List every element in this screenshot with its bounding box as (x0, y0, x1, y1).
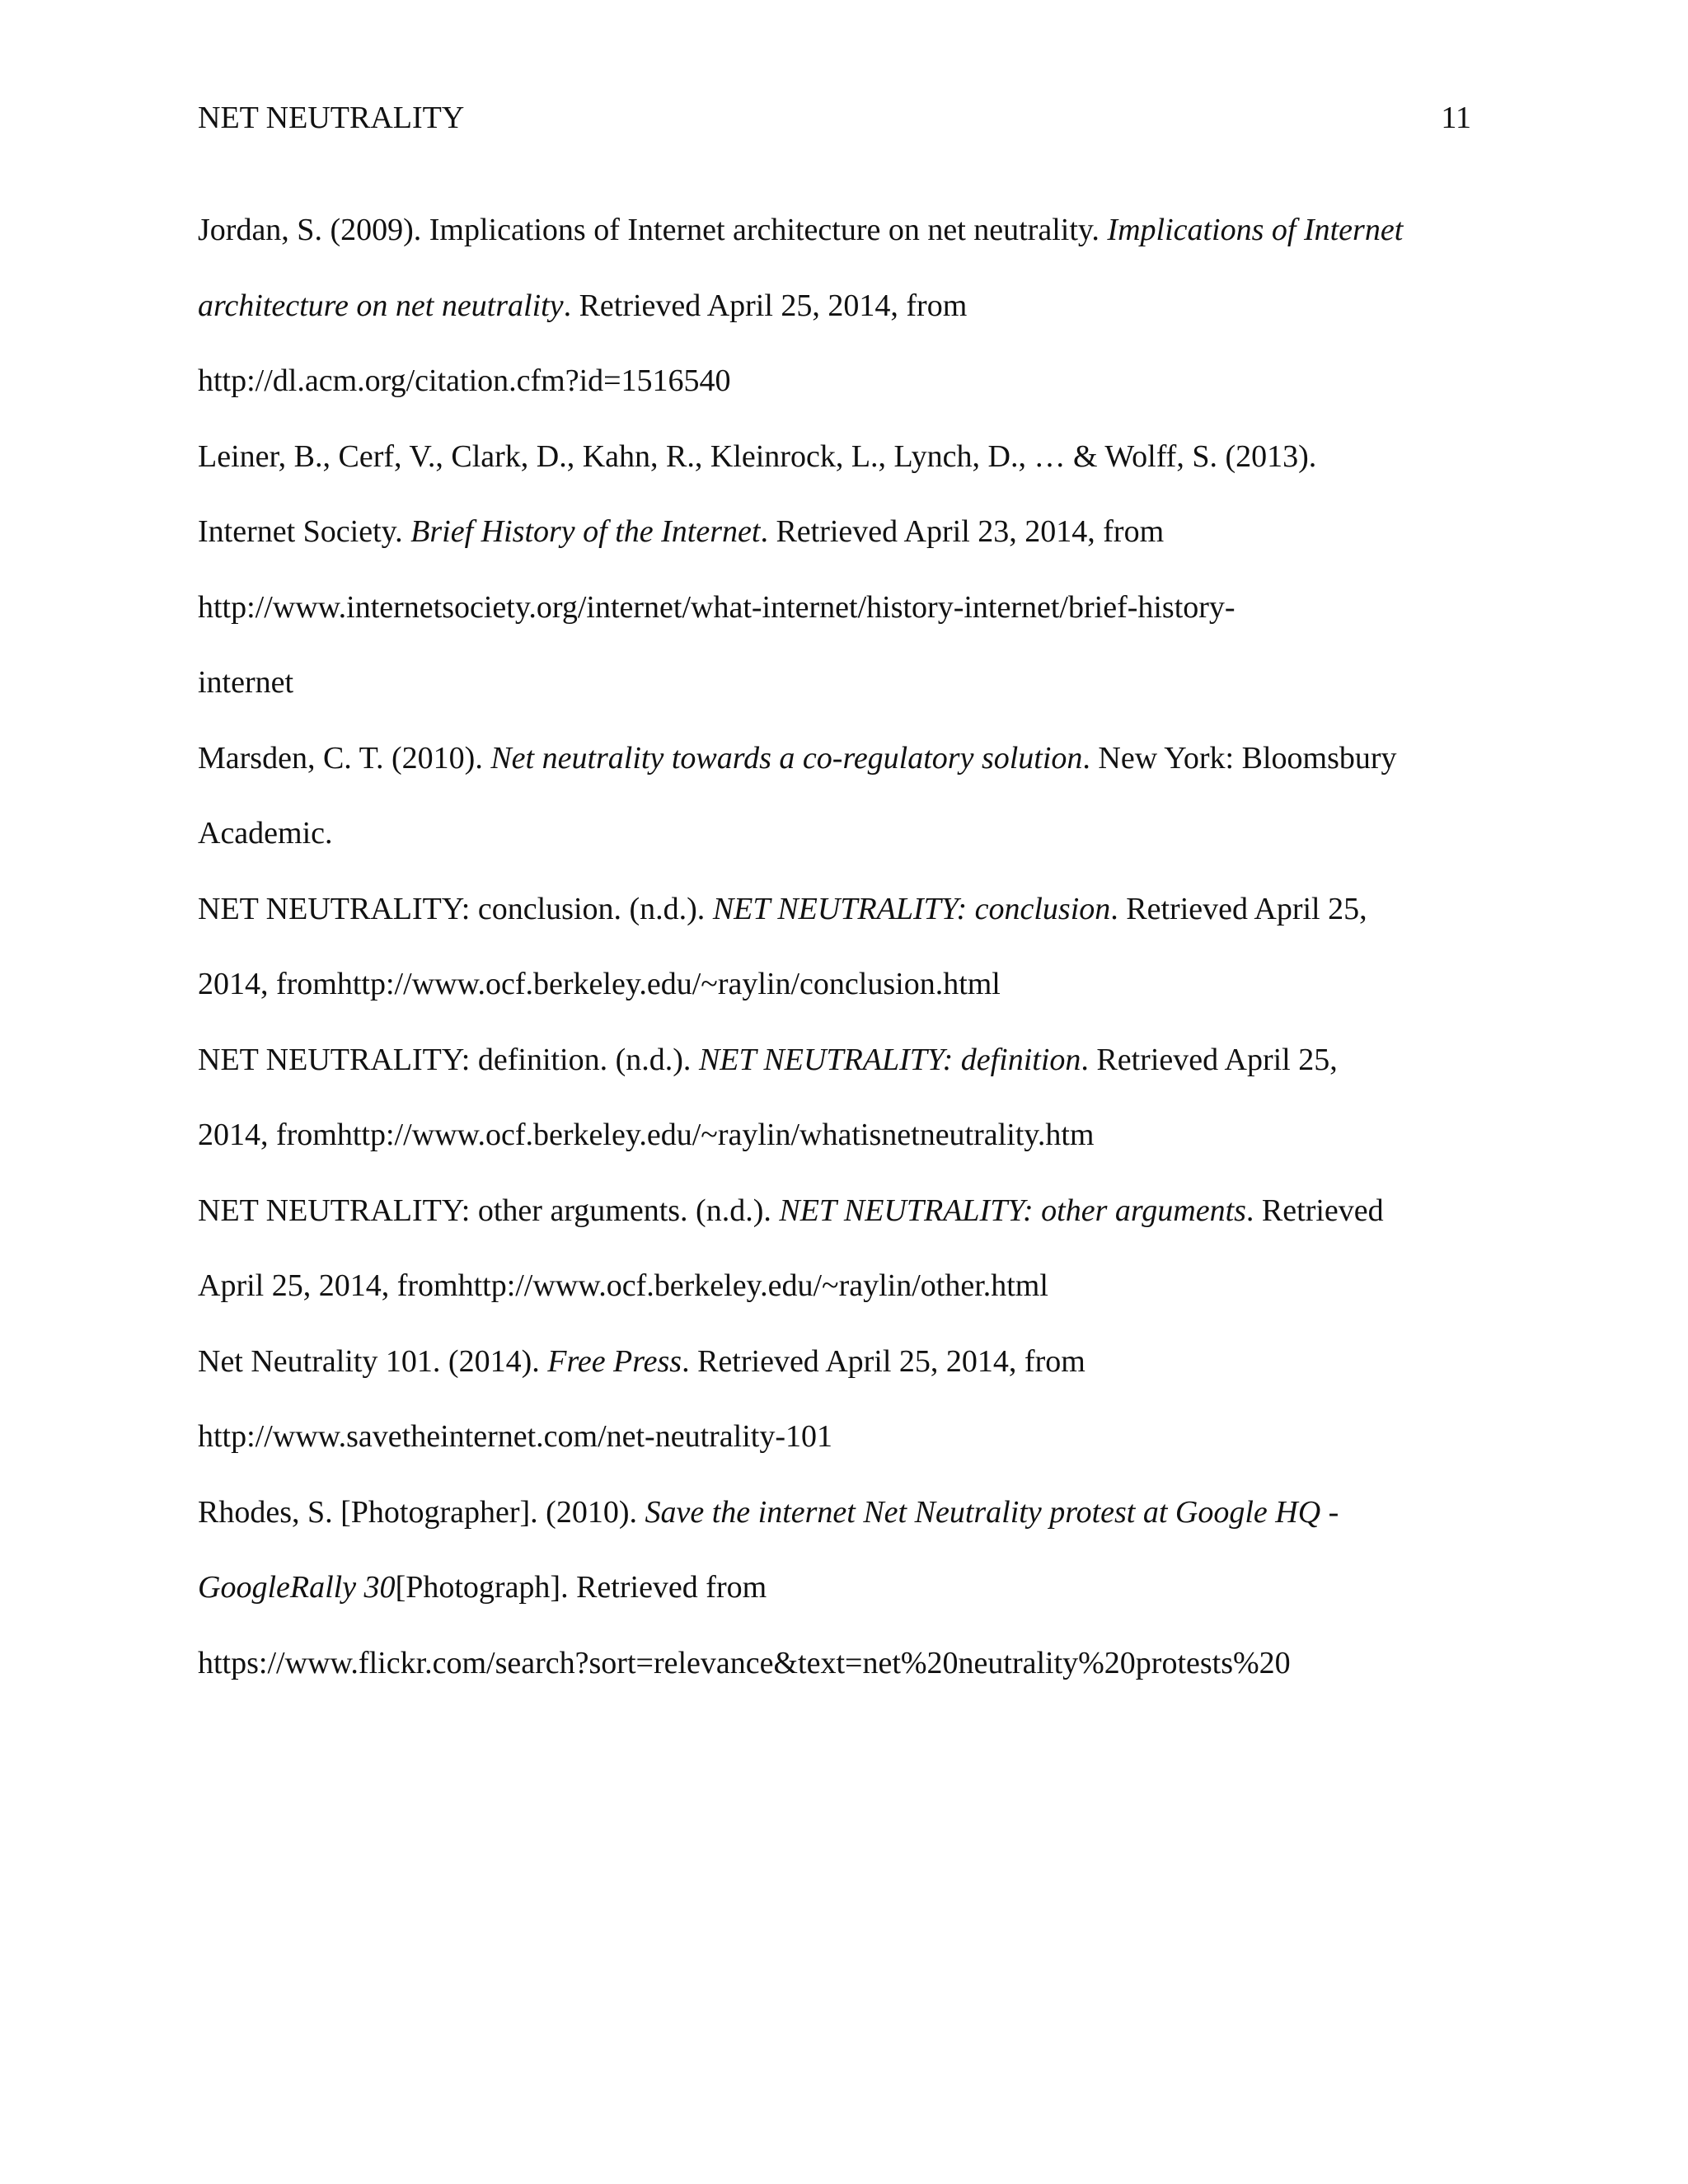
reference-text: Jordan, S. (2009). Implications of Internet architecture on net neutrality. (198, 213, 1108, 247)
reference-text: Marsden, C. T. (2010). (198, 740, 491, 776)
running-head (198, 96, 1471, 139)
reference-text: NET NEUTRALITY: definition. (n.d.). (198, 1042, 699, 1077)
reference-text: 2014, fromhttp://www.ocf.berkeley.edu/~raylin/whatisnetneutrality.htm (198, 1118, 1095, 1152)
reference-entry (198, 1023, 1479, 1174)
reference-italic-text: Free Press (547, 1343, 682, 1379)
reference-text: 2014, fromhttp://www.ocf.berkeley.edu/~raylin/conclusion.html (198, 967, 1001, 1001)
reference-line (198, 872, 1479, 948)
reference-line (198, 1174, 1479, 1249)
reference-line (198, 947, 1479, 1023)
reference-entry (198, 193, 1479, 419)
reference-italic-text: architecture on net neutrality (198, 288, 564, 323)
reference-line (198, 269, 1479, 344)
reference-text: internet (198, 665, 294, 700)
reference-entry (198, 872, 1479, 1023)
reference-line (198, 1324, 1479, 1400)
reference-line (198, 570, 1479, 646)
reference-italic-text: Save the internet Net Neutrality protest at Google HQ - (645, 1494, 1339, 1530)
reference-italic-text: Brief History of the Internet (410, 514, 761, 549)
reference-text: . Retrieved (1245, 1193, 1384, 1228)
reference-line (198, 1399, 1479, 1475)
reference-line (198, 796, 1479, 872)
reference-text: April 25, 2014, fromhttp://www.ocf.berkeley.edu/~raylin/other.html (198, 1268, 1048, 1303)
reference-italic-text: Implications of Internet (1107, 213, 1404, 247)
reference-text: Leiner, B., Cerf, V., Clark, D., Kahn, R., Kleinrock, L., Lynch, D., … & Wolff, S. (2013). (198, 438, 1317, 474)
reference-text: Net Neutrality 101. (2014). (198, 1343, 548, 1379)
reference-line (198, 1475, 1479, 1551)
reference-entry (198, 1174, 1479, 1324)
reference-text: http://dl.acm.org/citation.cfm?id=1516540 (198, 363, 731, 398)
reference-text: https://www.flickr.com/search?sort=relevance&text=net%20neutrality%20protests%20 (198, 1645, 1291, 1680)
reference-line (198, 1249, 1479, 1324)
reference-line (198, 419, 1479, 495)
reference-text: [Photograph]. Retrieved from (395, 1570, 767, 1605)
reference-italic-text: NET NEUTRALITY: other arguments (779, 1193, 1246, 1228)
reference-italic-text: NET NEUTRALITY: definition (698, 1042, 1081, 1077)
reference-line (198, 721, 1479, 797)
reference-text: http://www.savetheinternet.com/net-neutrality-101 (198, 1419, 832, 1454)
reference-italic-text: GoogleRally 30 (198, 1570, 396, 1605)
reference-line (198, 645, 1479, 721)
reference-line (198, 1626, 1479, 1702)
reference-text: . Retrieved April 25, (1110, 891, 1367, 926)
reference-text: http://www.internetsociety.org/internet/what-internet/history-internet/brief-history- (198, 589, 1236, 625)
reference-italic-text: NET NEUTRALITY: conclusion (712, 891, 1111, 926)
reference-italic-text: Net neutrality towards a co-regulatory solution (490, 740, 1083, 776)
reference-entry (198, 1475, 1479, 1702)
reference-text: . Retrieved April 25, 2014, from (563, 288, 968, 323)
reference-text: . New York: Bloomsbury (1082, 740, 1397, 776)
reference-list (198, 193, 1479, 1701)
reference-line (198, 1023, 1479, 1099)
reference-entry (198, 721, 1479, 872)
reference-text: Academic. (198, 816, 333, 851)
reference-text: . Retrieved April 23, 2014, from (760, 514, 1165, 549)
reference-line (198, 1098, 1479, 1174)
reference-line (198, 193, 1479, 269)
reference-text: . Retrieved April 25, (1081, 1042, 1338, 1077)
reference-entry (198, 1324, 1479, 1475)
reference-text: NET NEUTRALITY: conclusion. (n.d.). (198, 891, 713, 926)
reference-text: NET NEUTRALITY: other arguments. (n.d.). (198, 1193, 780, 1228)
reference-text: Internet Society. (198, 514, 411, 549)
reference-text: . Retrieved April 25, 2014, from (682, 1343, 1085, 1379)
running-head-title: NET NEUTRALITY (198, 101, 465, 135)
reference-line (198, 344, 1479, 419)
reference-line (198, 494, 1479, 570)
reference-text: Rhodes, S. [Photographer]. (2010). (198, 1494, 645, 1530)
reference-entry (198, 419, 1479, 721)
reference-line (198, 1550, 1479, 1626)
page-number: 11 (1441, 101, 1471, 135)
